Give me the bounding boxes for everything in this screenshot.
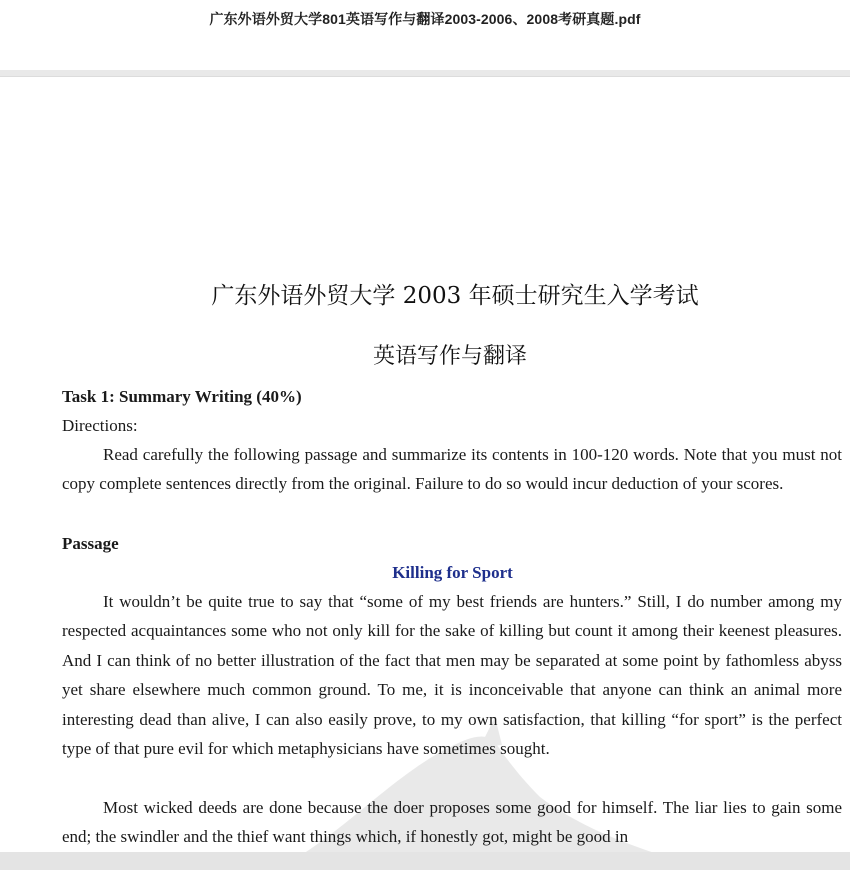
directions-text: Read carefully the following passage and summarize its contents in 100-120 words. Note that you must not copy complete sentences directly from the original. Failure to do so would incur deduction of your scores. xyxy=(62,445,842,494)
document-subtitle: 英语写作与翻译 xyxy=(372,344,527,369)
file-title: 广东外语外贸大学801英语写作与翻译2003-2006、2008考研真题.pdf xyxy=(209,11,641,27)
viewer-header xyxy=(0,0,850,70)
passage-label: Passage xyxy=(62,534,119,553)
directions-label: Directions: xyxy=(62,416,138,435)
viewer-footer-bar xyxy=(0,852,850,870)
passage-title: Killing for Sport xyxy=(392,563,513,582)
passage-paragraph: Most wicked deeds are done because the doer proposes some good for himself. The liar lies to gain some end; the swindler and the thief want things which, if honestly got, might be good in xyxy=(62,798,842,847)
pdf-page[interactable] xyxy=(0,77,850,852)
page-divider xyxy=(0,70,850,77)
passage-paragraph: It wouldn’t be quite true to say that “some of my best friends are hunters.” Still, I do number among my respected acquaintances some who not only kill for the sake of killing but count it among their keenest pleasures. And I can think of no better illustration of the fact that men may be separated at some point by fathomless abyss yet share elsewhere much common ground. To me, it is inconceivable that anyone can think an animal more interesting dead than alive, I can also easily prove, to my own satisfaction, that killing “for sport” is the perfect type of that pure evil for which metaphysicians have sometimes sought. xyxy=(62,592,842,759)
document-title: 广东外语外贸大学 2003 年硕士研究生入学考试 xyxy=(211,283,699,309)
task-heading: Task 1: Summary Writing (40%) xyxy=(62,387,302,406)
